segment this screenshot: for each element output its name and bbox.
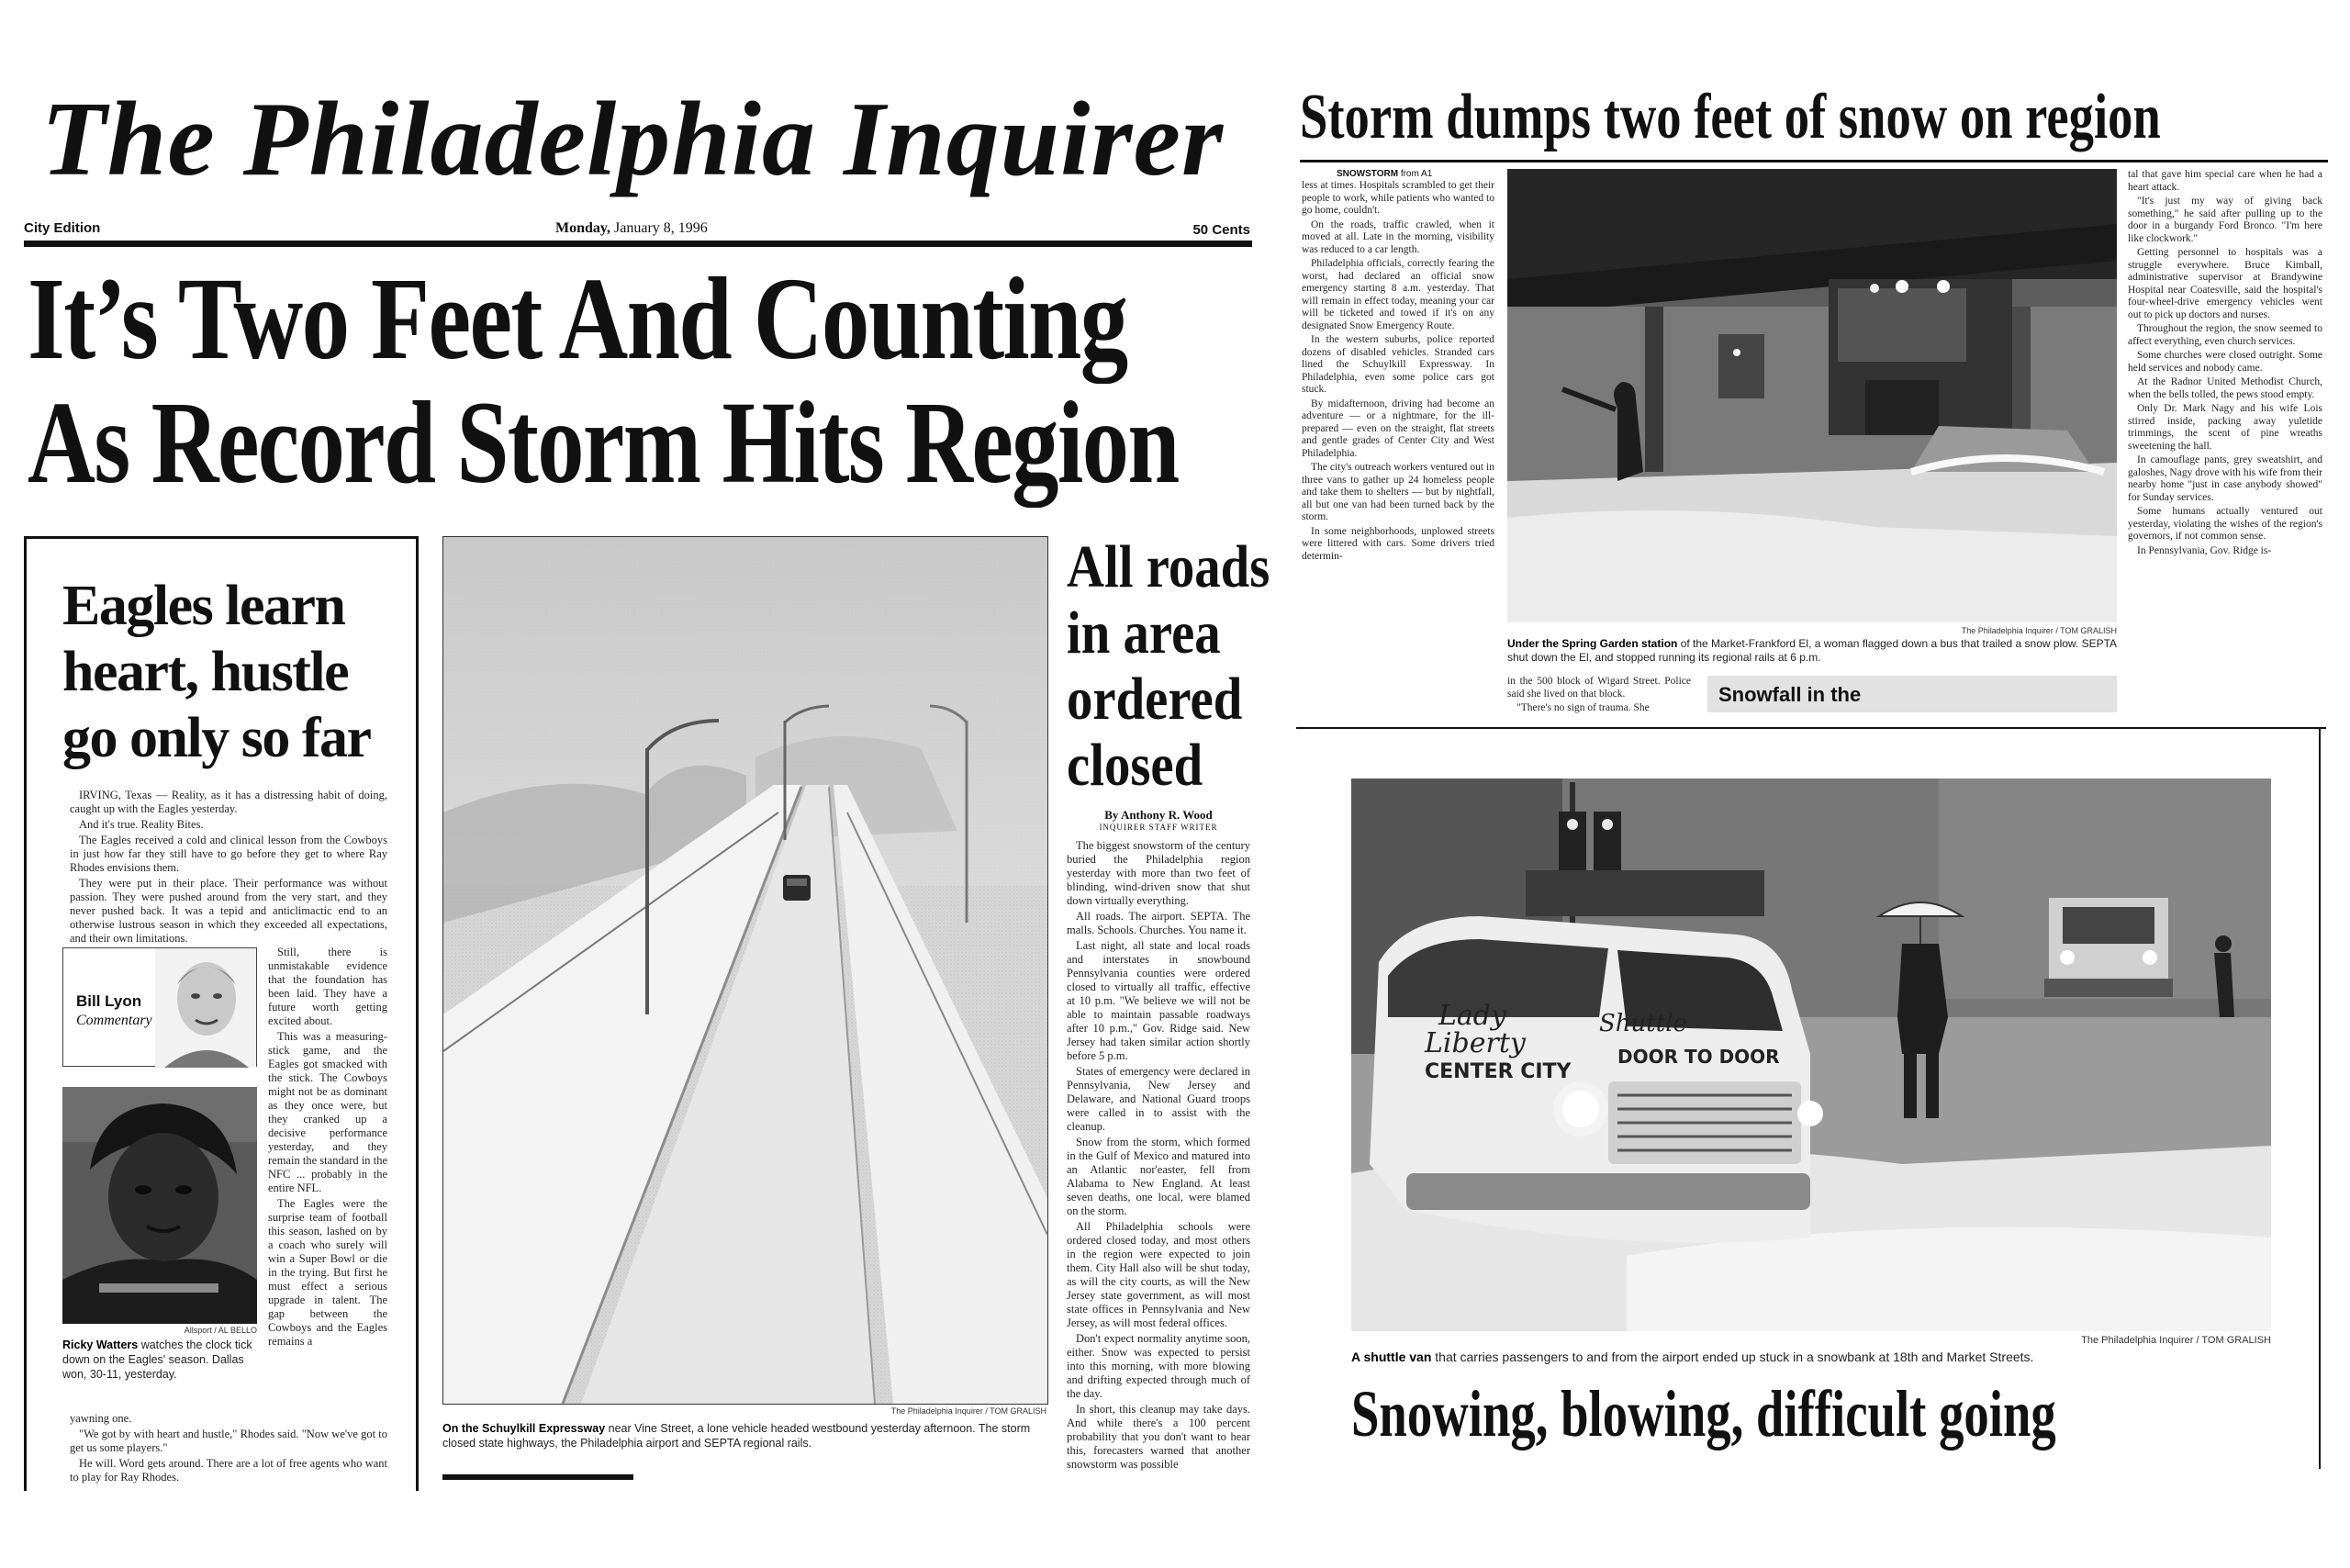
jump-label-slug: SNOWSTORM (1337, 169, 1399, 179)
player-caption-name: Ricky Watters (62, 1338, 139, 1351)
jump-headline: Storm dumps two feet of snow on region (1300, 82, 2161, 152)
columnist-label: Commentary (76, 1013, 152, 1028)
sports-tail (70, 1412, 387, 1484)
paragraph: Philadelphia officials, correctly fearing the worst, had declared an official snow emergency starting 8 a.m. yesterday. That will remain in effect today, meaning your car will be ticketed and towed if it's on any designated Snow Emergency Route. (1302, 258, 1494, 331)
el-station-photo (1507, 169, 2117, 622)
sports-headline-line: go only so far (62, 707, 371, 769)
roads-headline-line: All roads (1067, 533, 1270, 600)
shuttle-caption (1351, 1350, 2271, 1364)
photo-page (1296, 727, 2326, 1469)
paragraph: They were put in their place. Their performance was without passion. They were pushed around from the very start, and they never pushed back. It was a tepid and anticlimactic end to an otherwise lustrous season in which they exceeded all expectations, and their own limitations. (70, 877, 387, 945)
paragraph: This was a measuring-stick game, and the Eagles got smacked with the stick. The Cowboys might not be as dominant as they once were, but they cranked up a decisive performance yesterday, and they remain the standard in the NFC ... probably in the entire NFL. (268, 1030, 387, 1194)
jump-column-3 (2128, 169, 2322, 738)
expressway-caption (442, 1421, 1048, 1450)
paragraph: Don't expect normality anytime soon, either. Snow was expected to persist into this morning, with more blowing and drifting expected through much of the day. (1067, 1332, 1250, 1400)
paragraph: He will. Word gets around. There are a lot of free agents who want to play for Ray Rhodes. (70, 1457, 387, 1484)
roads-byline: By Anthony R. Wood (1104, 808, 1213, 822)
paragraph: in the 500 block of Wigard Street. Police said she lived on that block. (1507, 676, 1691, 700)
expressway-photo-credit: The Philadelphia Inquirer / TOM GRALISH (890, 1406, 1046, 1416)
snowfall-box (1707, 676, 2117, 712)
paragraph: Throughout the region, the snow seemed to affect everything, even church services. (2128, 323, 2322, 347)
sports-headline-line: heart, hustle (62, 641, 349, 703)
front-page (0, 66, 1270, 1498)
paragraph: The city's outreach workers ventured out in three vans to gather up 24 homeless people and take them to shelters — but by nightfall, all but one van had been turned back by the storm. (1302, 462, 1494, 522)
player-caption-text: watches the clock tick down on the Eagles' season. Dallas won, 30-11, yesterday. (62, 1338, 252, 1381)
roads-headline-line: in area (1067, 599, 1221, 666)
paragraph: In Pennsylvania, Gov. Ridge is- (2137, 544, 2272, 556)
van-lettering: Lady (1438, 1000, 1506, 1032)
el-photo-credit: The Philadelphia Inquirer / TOM GRALISH (1961, 626, 2117, 635)
sports-headline-line: Eagles learn (62, 575, 345, 637)
el-caption-text: of the Market-Frankford El, a woman flagged down a bus that trailed a snow plow. SEPTA shut down the El, and stopped running its regional rails at 6 p.m. (1507, 637, 2117, 664)
edition-label: City Edition (24, 220, 101, 236)
van-lettering: CENTER CITY (1425, 1060, 1572, 1083)
paragraph: Snow from the storm, which formed in the Gulf of Mexico and matured into an Atlantic nor'easter, fell from Alabama to New England. At least seven deaths, one local, were blamed on the storm. (1067, 1136, 1250, 1217)
roads-headline-line: ordered (1067, 666, 1243, 733)
expressway-caption-lead: On the Schuylkill Expressway (442, 1422, 606, 1435)
paragraph: And it's true. Reality Bites. (79, 818, 204, 831)
expressway-photo (442, 536, 1048, 1405)
snowfall-box-title: Snowfall in the (1718, 683, 1862, 706)
shuttle-van-photo (1351, 778, 2271, 1331)
van-lettering: Liberty (1425, 1027, 1526, 1059)
roads-byline-role: INQUIRER STAFF WRITER (1099, 823, 1218, 832)
jump-column-1 (1302, 180, 1494, 740)
paragraph: In short, this cleanup may take days. And while there's a 100 percent probability that you don't want to hear this, forecasters warned that another snowstorm was possible (1067, 1403, 1250, 1471)
player-caption (62, 1338, 257, 1382)
photo-page-top-rule (1296, 727, 2326, 729)
shuttle-caption-lead: A shuttle van (1351, 1350, 1432, 1364)
el-caption-lead: Under the Spring Garden station (1507, 637, 1678, 650)
headline-line-2: As Record Storm Hits Region (28, 377, 1179, 508)
paragraph: "There's no sign of trauma. She (1516, 702, 1650, 713)
columnist-name: Bill Lyon (76, 992, 142, 1010)
masthead-rule (24, 241, 1252, 247)
paragraph: tal that gave him special care when he had a heart attack. (2128, 169, 2322, 193)
paragraph: Some churches were closed outright. Some held services and nobody came. (2128, 350, 2322, 374)
dateline (555, 220, 708, 237)
paragraph: On the roads, traffic crawled, when it moved at all. Late in the morning, visibility was reduced to a car length. (1302, 218, 1494, 255)
paragraph: Only Dr. Mark Nagy and his wife Lois stirred inside, packing away yuletide trimmings, the scent of pine wreaths sweetening the hall. (2128, 403, 2322, 452)
date-day: Monday, (555, 220, 611, 236)
jump-page (1283, 66, 2339, 713)
paragraph: All roads. The airport. SEPTA. The malls. Schools. Churches. You name it. (1067, 910, 1250, 936)
jump-rule (1300, 160, 2328, 162)
van-lettering: DOOR TO DOOR (1617, 1046, 1780, 1068)
paragraph: All Philadelphia schools were ordered closed today, and most others in the region were expected to join them. City Hall also will be shut today, as will the city courts, as will the New Jersey state government, as will most state offices in Pennsylvania and New Jersey, as will most federal offices. (1067, 1220, 1250, 1329)
roads-headline (1067, 534, 1270, 799)
paragraph: By midafternoon, driving had become an adventure — or a nightmare, for the ill-prepared — even on the straight, flat streets and gentle grades of Center City and West Philadelphia. (1302, 398, 1494, 459)
jump-label-from: from A1 (1398, 169, 1433, 179)
paragraph: At the Radnor United Methodist Church, when the bells tolled, the pews stood empty. (2128, 376, 2322, 400)
player-photo (62, 1087, 257, 1324)
photo-bottom-rule (442, 1474, 633, 1480)
paragraph: In camouflage pants, grey sweatshirt, and galoshes, Nagy drove with his wife from their nearby home "just in case anybody showed" for Sunday services. (2128, 454, 2322, 503)
shuttle-caption-text: that carries passengers to and from the airport ended up stuck in a snowbank at 18th and Market Streets. (1431, 1350, 2034, 1364)
van-lettering: Shuttle (1599, 1010, 1687, 1037)
paragraph: Last night, all state and local roads and interstates in snowbound Pennsylvania counties were ordered closed to virtually all traffic, effective at 10 p.m. "We believe we will not be able to maintain passable roadways after 10 p.m.," Gov. Ridge said. New Jersey had taken similar action shortly before 5 p.m. (1067, 939, 1250, 1062)
paragraph: The Eagles were the surprise team of football this season, lashed on by a coach who surely will win a Super Bowl or die in the trying. But first he must effect a serious upgrade in talent. The gap between the Cowboys and the Eagles remains a (268, 1197, 387, 1348)
jump-label (1337, 169, 1432, 179)
jump-below-caption (1507, 676, 1691, 712)
masthead: The Philadelphia Inquirer (40, 81, 1225, 198)
roads-body (1067, 839, 1250, 1486)
paragraph: The Eagles received a cold and clinical lesson from the Cowboys in just how far they still have to go before they get to where Ray Rhodes envisions them. (70, 834, 387, 874)
paragraph: The biggest snowstorm of the century buried the Philadelphia region yesterday with more than two feet of blinding, wind-driven snow that shut down virtually everything. (1067, 839, 1250, 907)
sports-headline (62, 573, 371, 771)
paragraph: Getting personnel to hospitals was a struggle everywhere. Bruce Kimball, administrative supervisor at Brandywine Hospital near Coatesville, said the hospital's four-wheel-drive emergency vehicles went out to pick up doctors and nurses. (2128, 247, 2322, 320)
paragraph: "We got by with heart and hustle," Rhodes said. "Now we've got to get us some players." (70, 1428, 387, 1454)
columnist-photo (155, 948, 256, 1068)
paragraph: "It's just my way of giving back something," he said after pulling up to the door in a burgandy Ford Bronco. "I'm here like clockwork." (2128, 196, 2322, 244)
sports-intro (70, 789, 387, 945)
paragraph: States of emergency were declared in Pennsylvania, New Jersey and Delaware, and National Guard troops were called in to assist with the cleanup. (1067, 1065, 1250, 1133)
el-photo-caption (1507, 637, 2117, 665)
columnist-box (62, 947, 257, 1067)
paragraph: In the western suburbs, police reported dozens of disabled vehicles. Stranded cars lined the Schuylkill Expressway. In Philadelphia, even some police cars got stuck. (1302, 334, 1494, 395)
player-photo-credit: Allsport / AL BELLO (184, 1326, 257, 1335)
paragraph: Still, there is unmistakable evidence that the foundation has been laid. They have a future worth getting excited about. (268, 946, 387, 1027)
paragraph: less at times. Hospitals scrambled to get their people to work, while patients who wanted to go home, couldn't. (1302, 180, 1494, 216)
paragraph: yawning one. (70, 1412, 132, 1425)
roads-headline-line: closed (1067, 732, 1203, 799)
sports-body (268, 946, 387, 1403)
paragraph: IRVING, Texas — Reality, as it has a distressing habit of doing, caught up with the Eagles yesterday. (70, 789, 387, 815)
date-rest: January 8, 1996 (610, 220, 708, 236)
headline-line-1: It’s Two Feet And Counting (28, 253, 1127, 384)
paragraph: Some humans actually ventured out yesterday, violating the wishes of the region's governors, if not common sense. (2128, 506, 2322, 542)
shuttle-photo-credit: The Philadelphia Inquirer / TOM GRALISH (2081, 1335, 2271, 1346)
photo-page-headline: Snowing, blowing, difficult going (1351, 1377, 2056, 1450)
photo-page-side-rule (2319, 727, 2321, 1469)
paragraph: In some neighborhoods, unplowed streets were littered with cars. Some drivers tried determin- (1302, 525, 1494, 562)
price-label: 50 Cents (1192, 222, 1250, 238)
expressway-caption-text: near Vine Street, a lone vehicle headed westbound yesterday afternoon. The storm closed state highways, the Philadelphia airport and SEPTA regional rails. (442, 1422, 1031, 1450)
